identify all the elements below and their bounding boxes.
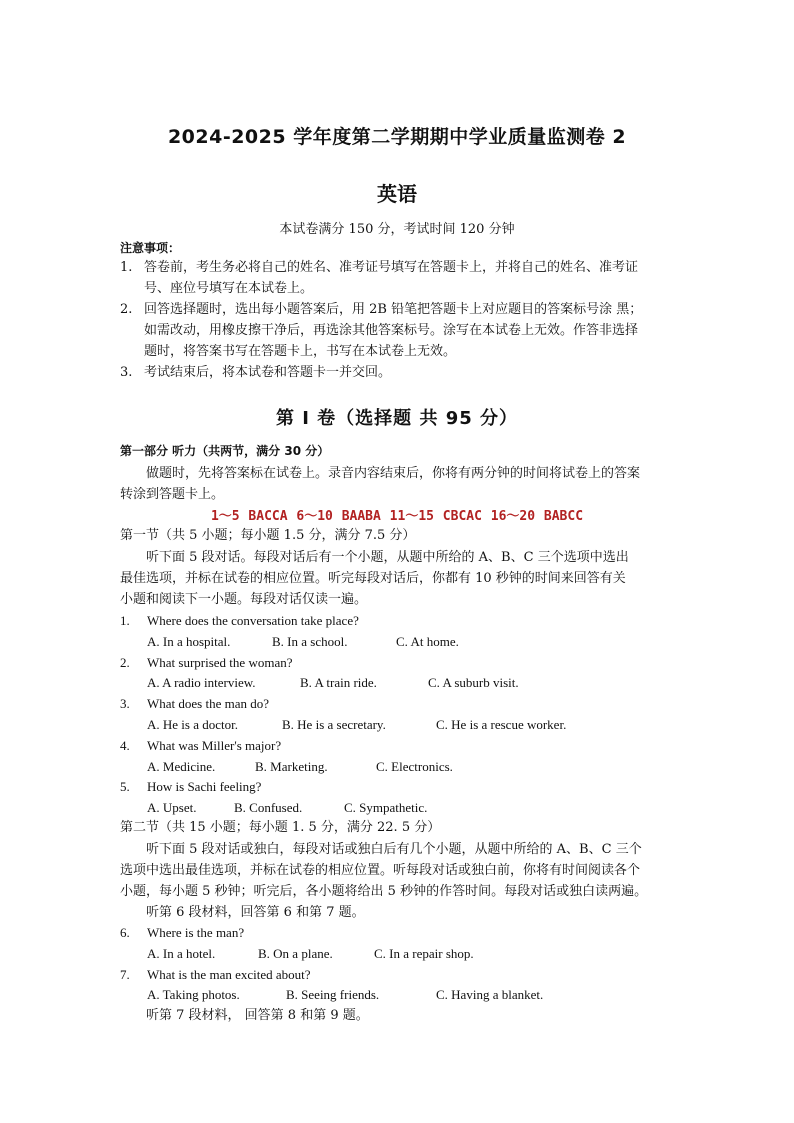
section-intro-line: 小题和阅读下一小题。每段对话仅读一遍。 (120, 592, 368, 607)
material-instruction: 听第 7 段材料， 回答第 8 和第 9 题。 (146, 1008, 369, 1023)
option-a: A. Taking photos. (147, 987, 240, 1002)
option-a: A. Upset. (147, 800, 197, 815)
note-line: 如需改动，用橡皮擦干净后，再选涂其他答案标号。涂写在本试卷上无效。作答非选择 (144, 323, 639, 338)
intro-line: 做题时，先将答案标在试卷上。录音内容结束后，你将有两分钟的时间将试卷上的答案 (146, 466, 641, 481)
section-one-heading: 第一节（共 5 小题；每小题 1.5 分，满分 7.5 分） (120, 528, 416, 543)
notes-heading: 注意事项： (120, 241, 181, 255)
question-number: 7. (120, 967, 130, 982)
section-intro-line: 小题，每小题 5 秒钟；听完后，各小题将给出 5 秒钟的作答时间。每段对话或独白读两遍。 (120, 884, 648, 899)
note-number: 3. (120, 365, 133, 380)
question-text: What does the man do? (147, 696, 270, 711)
option-b: B. He is a secretary. (282, 717, 386, 732)
option-a: A. A radio interview. (147, 675, 256, 690)
option-c: C. At home. (396, 634, 459, 649)
option-b: B. Seeing friends. (286, 987, 380, 1002)
part-one-title: 第 I 卷（选择题 共 95 分） (275, 408, 519, 429)
option-a: A. He is a doctor. (147, 717, 238, 732)
section-intro-line: 选项中选出最佳选项，并标在试卷的相应位置。听每段对话或独白前，你将有时间阅读各个 (120, 863, 641, 878)
question-number: 4. (120, 738, 130, 753)
option-a: A. Medicine. (147, 759, 216, 774)
section-two-heading: 第二节（共 15 小题；每小题 1. 5 分，满分 22. 5 分） (120, 820, 441, 835)
section-intro-line: 听下面 5 段对话。每段对话后有一个小题，从题中所给的 A、B、C 三个选项中选出 (146, 550, 629, 565)
option-b: B. In a school. (272, 634, 348, 649)
question-text: How is Sachi feeling? (147, 779, 262, 794)
option-b: B. Confused. (234, 800, 303, 815)
exam-title: 2024-2025 学年度第二学期期中学业质量监测卷 2 (167, 126, 627, 148)
answer-key: 1～5 BACCA 6～10 BAABA 11～15 CBCAC 16～20 BABCC (210, 509, 584, 524)
note-line: 题时，将答案书写在答题卡上，书写在本试卷上无效。 (144, 344, 457, 359)
subject-title: 英语 (377, 182, 417, 206)
option-c: C. Sympathetic. (344, 800, 428, 815)
option-c: C. Having a blanket. (436, 987, 544, 1002)
question-number: 2. (120, 655, 130, 670)
question-number: 3. (120, 696, 130, 711)
section-intro-line: 听下面 5 段对话或独白，每段对话或独白后有几个小题，从题中所给的 A、B、C 三个 (146, 842, 642, 857)
exam-info: 本试卷满分 150 分，考试时间 120 分钟 (279, 222, 515, 237)
note-line: 考试结束后，将本试卷和答题卡一并交回。 (144, 365, 392, 380)
option-b: B. A train ride. (300, 675, 377, 690)
question-number: 5. (120, 779, 130, 794)
question-text: Where does the conversation take place? (147, 613, 359, 628)
section-intro-line: 最佳选项，并标在试卷的相应位置。听完每段对话后，你都有 10 秒钟的时间来回答有关 (120, 571, 626, 586)
note-number: 1. (120, 260, 133, 275)
option-c: C. Electronics. (376, 759, 453, 774)
option-c: C. He is a rescue worker. (436, 717, 567, 732)
note-line: 号、座位号填写在本试卷上。 (144, 281, 314, 296)
question-text: What was Miller's major? (147, 738, 282, 753)
intro-line: 转涂到答题卡上。 (120, 487, 225, 502)
listening-heading: 第一部分 听力（共两节，满分 30 分） (120, 444, 330, 458)
option-c: C. A suburb visit. (428, 675, 519, 690)
question-text: What is the man excited about? (147, 967, 311, 982)
option-b: B. On a plane. (258, 946, 333, 961)
option-a: A. In a hotel. (147, 946, 216, 961)
option-c: C. In a repair shop. (374, 946, 474, 961)
option-a: A. In a hospital. (147, 634, 231, 649)
note-number: 2. (120, 302, 133, 317)
question-number: 6. (120, 925, 130, 940)
question-text: What surprised the woman? (147, 655, 293, 670)
note-line: 回答选择题时，选出每小题答案后，用 2B 铅笔把答题卡上对应题目的答案标号涂 黑； (144, 302, 643, 317)
option-b: B. Marketing. (255, 759, 328, 774)
question-number: 1. (120, 613, 130, 628)
note-line: 答卷前，考生务必将自己的姓名、准考证号填写在答题卡上，并将自己的姓名、准考证 (144, 260, 639, 275)
question-text: Where is the man? (147, 925, 245, 940)
material-instruction: 听第 6 段材料，回答第 6 和第 7 题。 (146, 905, 365, 920)
